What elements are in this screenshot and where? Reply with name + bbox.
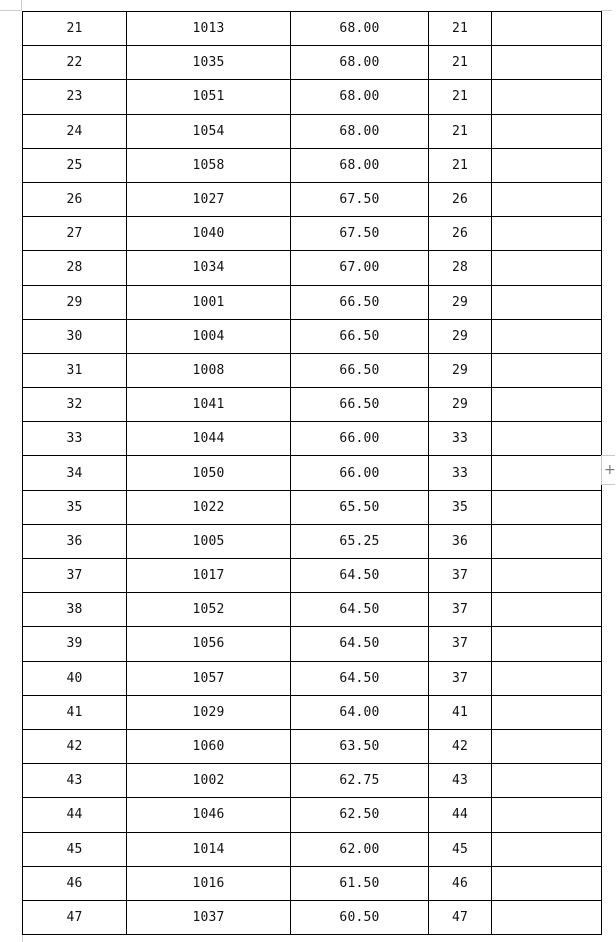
score-cell[interactable]: 66.50	[291, 319, 429, 353]
rank-cell[interactable]: 23	[23, 80, 127, 114]
position-cell[interactable]: 26	[429, 217, 492, 251]
table-row	[23, 388, 602, 422]
score-cell[interactable]: 68.00	[291, 12, 429, 46]
remark-cell[interactable]	[492, 764, 602, 798]
table-row	[23, 866, 602, 900]
id-cell[interactable]: 1022	[127, 490, 291, 524]
remark-cell[interactable]	[492, 353, 602, 387]
table-row	[23, 695, 602, 729]
id-cell[interactable]: 1034	[127, 251, 291, 285]
add-row-handle[interactable]	[601, 455, 615, 485]
remark-cell[interactable]	[492, 832, 602, 866]
position-cell[interactable]: 37	[429, 661, 492, 695]
rank-cell[interactable]: 28	[23, 251, 127, 285]
remark-cell[interactable]	[492, 627, 602, 661]
id-cell[interactable]: 1008	[127, 353, 291, 387]
score-cell[interactable]: 64.50	[291, 627, 429, 661]
remark-cell[interactable]	[492, 12, 602, 46]
remark-cell[interactable]	[492, 114, 602, 148]
remark-cell[interactable]	[492, 900, 602, 934]
remark-cell[interactable]	[492, 182, 602, 216]
score-cell[interactable]: 66.50	[291, 388, 429, 422]
id-cell[interactable]: 1004	[127, 319, 291, 353]
position-cell[interactable]: 21	[429, 114, 492, 148]
table-row	[23, 729, 602, 763]
id-cell[interactable]: 1054	[127, 114, 291, 148]
table-row	[23, 798, 602, 832]
score-table	[22, 11, 602, 935]
rank-cell[interactable]: 36	[23, 524, 127, 558]
id-cell[interactable]: 1060	[127, 729, 291, 763]
rank-cell[interactable]: 41	[23, 695, 127, 729]
score-cell[interactable]: 67.50	[291, 182, 429, 216]
table-row	[23, 217, 602, 251]
position-cell[interactable]: 36	[429, 524, 492, 558]
remark-cell[interactable]	[492, 559, 602, 593]
id-cell[interactable]: 1052	[127, 593, 291, 627]
remark-cell[interactable]	[492, 46, 602, 80]
rank-cell[interactable]: 34	[23, 456, 127, 490]
id-cell[interactable]: 1029	[127, 695, 291, 729]
score-cell[interactable]: 67.50	[291, 217, 429, 251]
id-cell[interactable]: 1056	[127, 627, 291, 661]
remark-cell[interactable]	[492, 798, 602, 832]
score-cell[interactable]: 64.50	[291, 593, 429, 627]
position-cell[interactable]: 29	[429, 285, 492, 319]
position-cell[interactable]: 26	[429, 182, 492, 216]
remark-cell[interactable]	[492, 524, 602, 558]
position-cell[interactable]: 37	[429, 593, 492, 627]
rank-cell[interactable]: 39	[23, 627, 127, 661]
score-cell[interactable]: 68.00	[291, 114, 429, 148]
rank-cell[interactable]: 33	[23, 422, 127, 456]
rank-cell[interactable]: 43	[23, 764, 127, 798]
position-cell[interactable]: 47	[429, 900, 492, 934]
id-cell[interactable]: 1058	[127, 148, 291, 182]
rank-cell[interactable]: 24	[23, 114, 127, 148]
rank-cell[interactable]: 46	[23, 866, 127, 900]
position-cell[interactable]: 21	[429, 148, 492, 182]
rank-cell[interactable]: 31	[23, 353, 127, 387]
remark-cell[interactable]	[492, 217, 602, 251]
id-cell[interactable]: 1046	[127, 798, 291, 832]
rank-cell[interactable]: 22	[23, 46, 127, 80]
score-cell[interactable]: 67.00	[291, 251, 429, 285]
table-row	[23, 627, 602, 661]
score-cell[interactable]: 64.50	[291, 559, 429, 593]
id-cell[interactable]: 1037	[127, 900, 291, 934]
id-cell[interactable]: 1013	[127, 12, 291, 46]
rank-cell[interactable]: 37	[23, 559, 127, 593]
rank-cell[interactable]: 32	[23, 388, 127, 422]
position-cell[interactable]: 33	[429, 456, 492, 490]
position-cell[interactable]: 35	[429, 490, 492, 524]
score-cell[interactable]: 65.25	[291, 524, 429, 558]
id-cell[interactable]: 1002	[127, 764, 291, 798]
position-cell[interactable]: 46	[429, 866, 492, 900]
table-row	[23, 12, 602, 46]
page-corner-mark-right	[601, 0, 612, 11]
rank-cell[interactable]: 27	[23, 217, 127, 251]
position-cell[interactable]: 41	[429, 695, 492, 729]
remark-cell[interactable]	[492, 695, 602, 729]
table-row	[23, 285, 602, 319]
rank-cell[interactable]: 35	[23, 490, 127, 524]
position-cell[interactable]: 42	[429, 729, 492, 763]
position-cell[interactable]: 33	[429, 422, 492, 456]
table-row	[23, 353, 602, 387]
remark-cell[interactable]	[492, 388, 602, 422]
score-cell[interactable]: 68.00	[291, 80, 429, 114]
id-cell[interactable]: 1041	[127, 388, 291, 422]
table-row	[23, 46, 602, 80]
rank-cell[interactable]: 26	[23, 182, 127, 216]
score-table-body	[23, 12, 602, 935]
score-cell[interactable]: 66.00	[291, 422, 429, 456]
score-cell[interactable]: 65.50	[291, 490, 429, 524]
id-cell[interactable]: 1057	[127, 661, 291, 695]
id-cell[interactable]: 1044	[127, 422, 291, 456]
id-cell[interactable]: 1035	[127, 46, 291, 80]
id-cell[interactable]: 1051	[127, 80, 291, 114]
position-cell[interactable]: 21	[429, 12, 492, 46]
table-row	[23, 456, 602, 490]
table-row	[23, 182, 602, 216]
table-row	[23, 490, 602, 524]
rank-cell[interactable]: 21	[23, 12, 127, 46]
position-cell[interactable]: 28	[429, 251, 492, 285]
position-cell[interactable]: 29	[429, 319, 492, 353]
position-cell[interactable]: 44	[429, 798, 492, 832]
remark-cell[interactable]	[492, 729, 602, 763]
score-cell[interactable]: 62.75	[291, 764, 429, 798]
score-cell[interactable]: 60.50	[291, 900, 429, 934]
position-cell[interactable]: 37	[429, 627, 492, 661]
score-cell[interactable]: 62.00	[291, 832, 429, 866]
table-row	[23, 559, 602, 593]
score-cell[interactable]: 64.00	[291, 695, 429, 729]
score-cell[interactable]: 66.50	[291, 353, 429, 387]
rank-cell[interactable]: 25	[23, 148, 127, 182]
score-cell[interactable]: 66.50	[291, 285, 429, 319]
remark-cell[interactable]	[492, 593, 602, 627]
remark-cell[interactable]	[492, 490, 602, 524]
rank-cell[interactable]: 47	[23, 900, 127, 934]
table-row	[23, 832, 602, 866]
score-cell[interactable]: 66.00	[291, 456, 429, 490]
table-row	[23, 251, 602, 285]
remark-cell[interactable]	[492, 148, 602, 182]
rank-cell[interactable]: 40	[23, 661, 127, 695]
rank-cell[interactable]: 38	[23, 593, 127, 627]
table-row	[23, 319, 602, 353]
id-cell[interactable]: 1027	[127, 182, 291, 216]
remark-cell[interactable]	[492, 80, 602, 114]
remark-cell[interactable]	[492, 285, 602, 319]
position-cell[interactable]: 45	[429, 832, 492, 866]
rank-cell[interactable]: 30	[23, 319, 127, 353]
table-row	[23, 593, 602, 627]
position-cell[interactable]: 21	[429, 80, 492, 114]
table-row	[23, 148, 602, 182]
plus-icon: +	[604, 462, 616, 478]
position-cell[interactable]: 21	[429, 46, 492, 80]
remark-cell[interactable]	[492, 661, 602, 695]
score-cell[interactable]: 63.50	[291, 729, 429, 763]
position-cell[interactable]: 37	[429, 559, 492, 593]
rank-cell[interactable]: 42	[23, 729, 127, 763]
id-cell[interactable]: 1001	[127, 285, 291, 319]
id-cell[interactable]: 1014	[127, 832, 291, 866]
id-cell[interactable]: 1040	[127, 217, 291, 251]
score-cell[interactable]: 68.00	[291, 46, 429, 80]
score-cell[interactable]: 64.50	[291, 661, 429, 695]
table-row	[23, 524, 602, 558]
rank-cell[interactable]: 45	[23, 832, 127, 866]
remark-cell[interactable]	[492, 422, 602, 456]
position-cell[interactable]: 29	[429, 353, 492, 387]
rank-cell[interactable]: 29	[23, 285, 127, 319]
score-cell[interactable]: 61.50	[291, 866, 429, 900]
table-row	[23, 422, 602, 456]
remark-cell[interactable]	[492, 866, 602, 900]
score-cell[interactable]: 62.50	[291, 798, 429, 832]
id-cell[interactable]: 1017	[127, 559, 291, 593]
position-cell[interactable]: 29	[429, 388, 492, 422]
table-row	[23, 114, 602, 148]
remark-cell[interactable]	[492, 319, 602, 353]
id-cell[interactable]: 1016	[127, 866, 291, 900]
page-corner-mark-left	[0, 0, 22, 11]
id-cell[interactable]: 1005	[127, 524, 291, 558]
score-cell[interactable]: 68.00	[291, 148, 429, 182]
rank-cell[interactable]: 44	[23, 798, 127, 832]
position-cell[interactable]: 43	[429, 764, 492, 798]
table-row	[23, 764, 602, 798]
remark-cell[interactable]	[492, 251, 602, 285]
table-row	[23, 661, 602, 695]
remark-cell[interactable]	[492, 456, 602, 490]
id-cell[interactable]: 1050	[127, 456, 291, 490]
table-row	[23, 80, 602, 114]
table-row	[23, 900, 602, 934]
